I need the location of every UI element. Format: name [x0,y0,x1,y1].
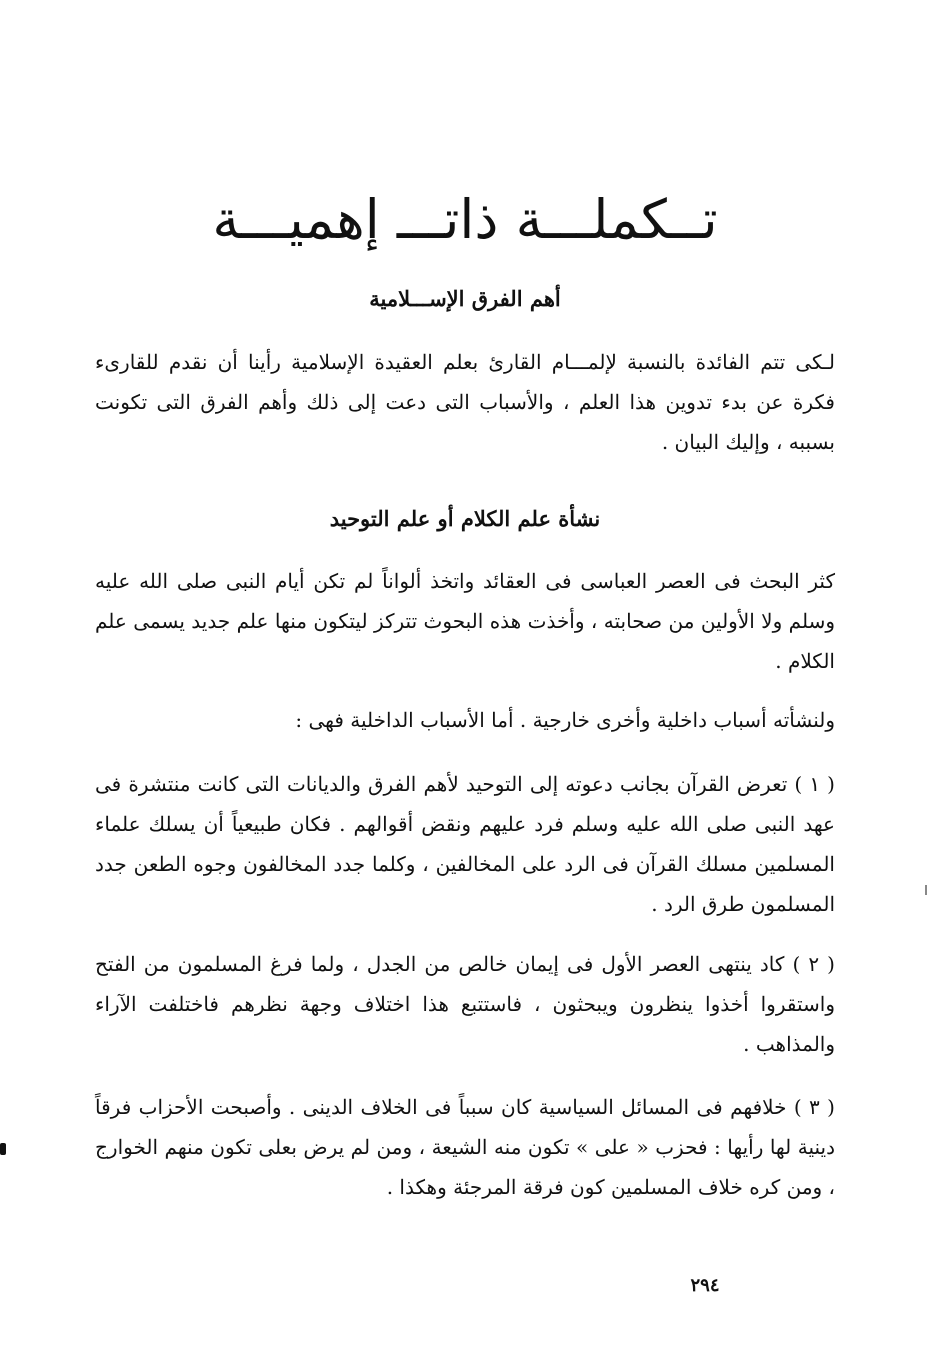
paragraph-text: ( ٣ ) خلافهم فى المسائل السياسية كان سبباً فى الخلاف الدينى . وأصبحت الأحزاب فرقاً دينية لها رأيها : فحزب « على » تكون منه الشيعة ، ومن لم يرض بعلى تكون منهم الخوارج ، ومن كره خلاف المسلمين كون فرقة المرجئة وهكذا . [95,1095,835,1199]
paragraph-text: لـكى تتم الفائدة بالنسبة لإلمـــام القارئ بعلم العقيدة الإسلامية رأينا أن نقدم للقارىء فكرة عن بدء تدوين هذا العلم ، والأسباب التى دعت إلى ذلك وأهم الفرق التى تكونت بسببه ، وإليك البيان . [95,350,835,454]
scan-mark [925,885,927,895]
cause-item-3 [95,1087,835,1207]
cause-item-2 [95,944,835,1064]
kalam-intro-paragraph [95,561,835,681]
scan-mark [0,1143,6,1155]
paragraph-text: كثر البحث فى العصر العباسى فى العقائد واتخذ ألواناً لم تكن أيام النبى صلى الله عليه وسلم ولا الأولين من صحابته ، وأخذت هذه البحوث تتركز ليتكون منها علم جديد يسمى علم الكلام . [95,569,835,673]
paragraph-text: ( ١ ) تعرض القرآن بجانب دعوته إلى التوحيد لأهم الفرق والديانات التى كانت منتشرة فى عهد النبى صلى الله عليه وسلم فرد عليهم ونقض أقوالهم . فكان طبيعياً أن يسلك علماء المسلمين مسلك القرآن فى الرد على المخالفين ، وكلما جدد المخالفون وجوه الطعن جدد المسلمون طرق الرد . [95,772,835,916]
page-number: ٢٩٤ [690,1275,720,1296]
page-title: تــكملـــة ذاتـــ إهميـــة [212,188,718,251]
causes-paragraph [95,700,835,740]
intro-paragraph [95,342,835,462]
paragraph-text: ( ٢ ) كاد ينتهى العصر الأول فى إيمان خالص من الجدل ، ولما فرغ المسلمون من الفتح واستقروا أخذوا ينظرون ويبحثون ، فاستتبع هذا اختلاف وجهة نظرهم فاختلفت الآراء والمذاهب . [95,952,835,1056]
cause-item-1 [95,764,835,924]
section-heading-islamic-sects: أهم الفرق الإســـلامية [369,286,561,311]
section-heading-kalam-origin: نشأة علم الكلام أو علم التوحيد [329,506,601,531]
paragraph-text: ولنشأته أسباب داخلية وأخرى خارجية . أما الأسباب الداخلية فهى : [295,708,835,732]
